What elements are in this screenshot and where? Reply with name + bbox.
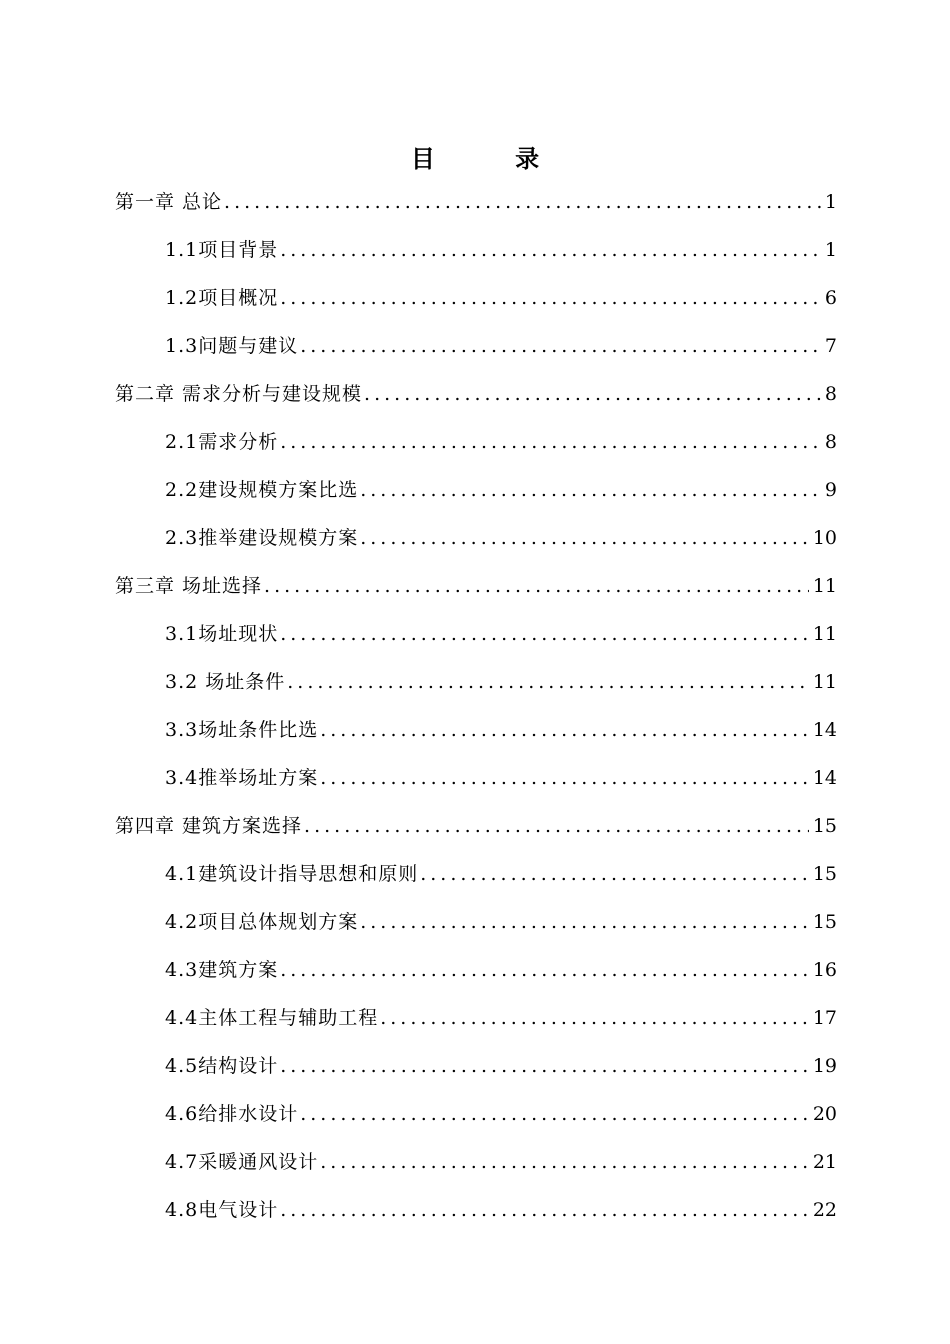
toc-dot-leader	[280, 274, 821, 322]
toc-section-entry[interactable]	[165, 226, 837, 274]
toc-dot-leader	[300, 1090, 809, 1138]
toc-section-entry[interactable]	[165, 418, 837, 466]
toc-page-number: 14	[812, 767, 837, 789]
toc-section-entry[interactable]	[165, 898, 837, 946]
toc-entry-label: 4.4主体工程与辅助工程	[165, 1007, 379, 1029]
toc-entry-label: 4.3建筑方案	[165, 959, 279, 981]
toc-chapter-entry[interactable]	[115, 370, 837, 418]
toc-dot-leader	[380, 994, 809, 1042]
toc-chapter-entry[interactable]	[115, 802, 837, 850]
toc-entry-label: 2.3推举建设规模方案	[165, 527, 359, 549]
toc-entry-label: 2.2建设规模方案比选	[165, 479, 359, 501]
toc-page-number: 15	[812, 911, 837, 933]
toc-dot-leader	[264, 562, 809, 610]
toc-page-number: 1	[824, 239, 837, 261]
toc-page-number: 16	[812, 959, 837, 981]
toc-page-number: 7	[824, 335, 837, 357]
toc-section-entry[interactable]	[165, 466, 837, 514]
toc-entry-label: 1.2项目概况	[165, 287, 279, 309]
toc-entry-label: 4.7采暖通风设计	[165, 1151, 319, 1173]
toc-entry-label: 1.3问题与建议	[165, 335, 299, 357]
toc-entry-label: 2.1需求分析	[165, 431, 279, 453]
toc-dot-leader	[360, 514, 809, 562]
toc-page-number: 19	[812, 1055, 837, 1077]
toc-section-entry[interactable]	[165, 706, 837, 754]
toc-entry-label: 4.1建筑设计指导思想和原则	[165, 863, 419, 885]
toc-section-entry[interactable]	[165, 322, 837, 370]
toc-page-number: 15	[812, 815, 837, 837]
toc-page-number: 10	[812, 527, 837, 549]
toc-entry-label: 3.3场址条件比选	[165, 719, 319, 741]
toc-section-entry[interactable]	[165, 850, 837, 898]
toc-entry-label: 4.6给排水设计	[165, 1103, 299, 1125]
toc-entry-label: 1.1项目背景	[165, 239, 279, 261]
toc-chapter-entry[interactable]	[115, 178, 837, 226]
toc-dot-leader	[360, 466, 821, 514]
toc-chapter-entry[interactable]	[115, 562, 837, 610]
toc-page-number: 8	[824, 383, 837, 405]
toc-dot-leader	[300, 322, 821, 370]
toc-dot-leader	[280, 1186, 809, 1234]
toc-page-number: 11	[812, 575, 837, 597]
toc-dot-leader	[224, 178, 821, 226]
toc-section-entry[interactable]	[165, 754, 837, 802]
toc-page-number: 11	[812, 623, 837, 645]
toc-section-entry[interactable]	[165, 610, 837, 658]
toc-dot-leader	[287, 658, 809, 706]
toc-entry-label: 4.5结构设计	[165, 1055, 279, 1077]
toc-page-number: 11	[812, 671, 837, 693]
toc-dot-leader	[320, 706, 809, 754]
toc-page-number: 20	[812, 1103, 837, 1125]
toc-page-number: 9	[824, 479, 837, 501]
toc-page-number: 6	[824, 287, 837, 309]
toc-entry-label: 3.4推举场址方案	[165, 767, 319, 789]
toc-dot-leader	[280, 1042, 809, 1090]
toc-section-entry[interactable]	[165, 1186, 837, 1234]
toc-entry-label: 4.2项目总体规划方案	[165, 911, 359, 933]
toc-dot-leader	[304, 802, 809, 850]
toc-entry-label: 4.8电气设计	[165, 1199, 279, 1221]
toc-page-number: 1	[824, 191, 837, 213]
toc-section-entry[interactable]	[165, 1138, 837, 1186]
toc-section-entry[interactable]	[165, 1042, 837, 1090]
toc-section-entry[interactable]	[165, 994, 837, 1042]
toc-dot-leader	[280, 226, 821, 274]
toc-dot-leader	[280, 946, 809, 994]
toc-page-number: 8	[824, 431, 837, 453]
toc-dot-leader	[320, 1138, 809, 1186]
toc-page-number: 15	[812, 863, 837, 885]
toc-page-number: 17	[812, 1007, 837, 1029]
toc-section-entry[interactable]	[165, 274, 837, 322]
toc-entry-label: 3.1场址现状	[165, 623, 279, 645]
toc-section-entry[interactable]	[165, 514, 837, 562]
toc-dot-leader	[364, 370, 821, 418]
toc-section-entry[interactable]	[165, 658, 837, 706]
toc-page-number: 22	[812, 1199, 837, 1221]
toc-title: 目 录	[410, 144, 576, 173]
toc-entry-label: 第三章 场址选择	[115, 575, 263, 597]
toc-dot-leader	[280, 610, 809, 658]
toc-page-number: 21	[812, 1151, 837, 1173]
toc-entry-label: 第一章 总论	[115, 191, 223, 213]
toc-entry-label: 3.2 场址条件	[165, 671, 286, 693]
toc-dot-leader	[280, 418, 821, 466]
toc-dot-leader	[320, 754, 809, 802]
toc-section-entry[interactable]	[165, 1090, 837, 1138]
toc-entry-label: 第二章 需求分析与建设规模	[115, 383, 363, 405]
toc-section-entry[interactable]	[165, 946, 837, 994]
toc-page-number: 14	[812, 719, 837, 741]
toc-entry-label: 第四章 建筑方案选择	[115, 815, 303, 837]
toc-dot-leader	[420, 850, 809, 898]
toc-dot-leader	[360, 898, 809, 946]
